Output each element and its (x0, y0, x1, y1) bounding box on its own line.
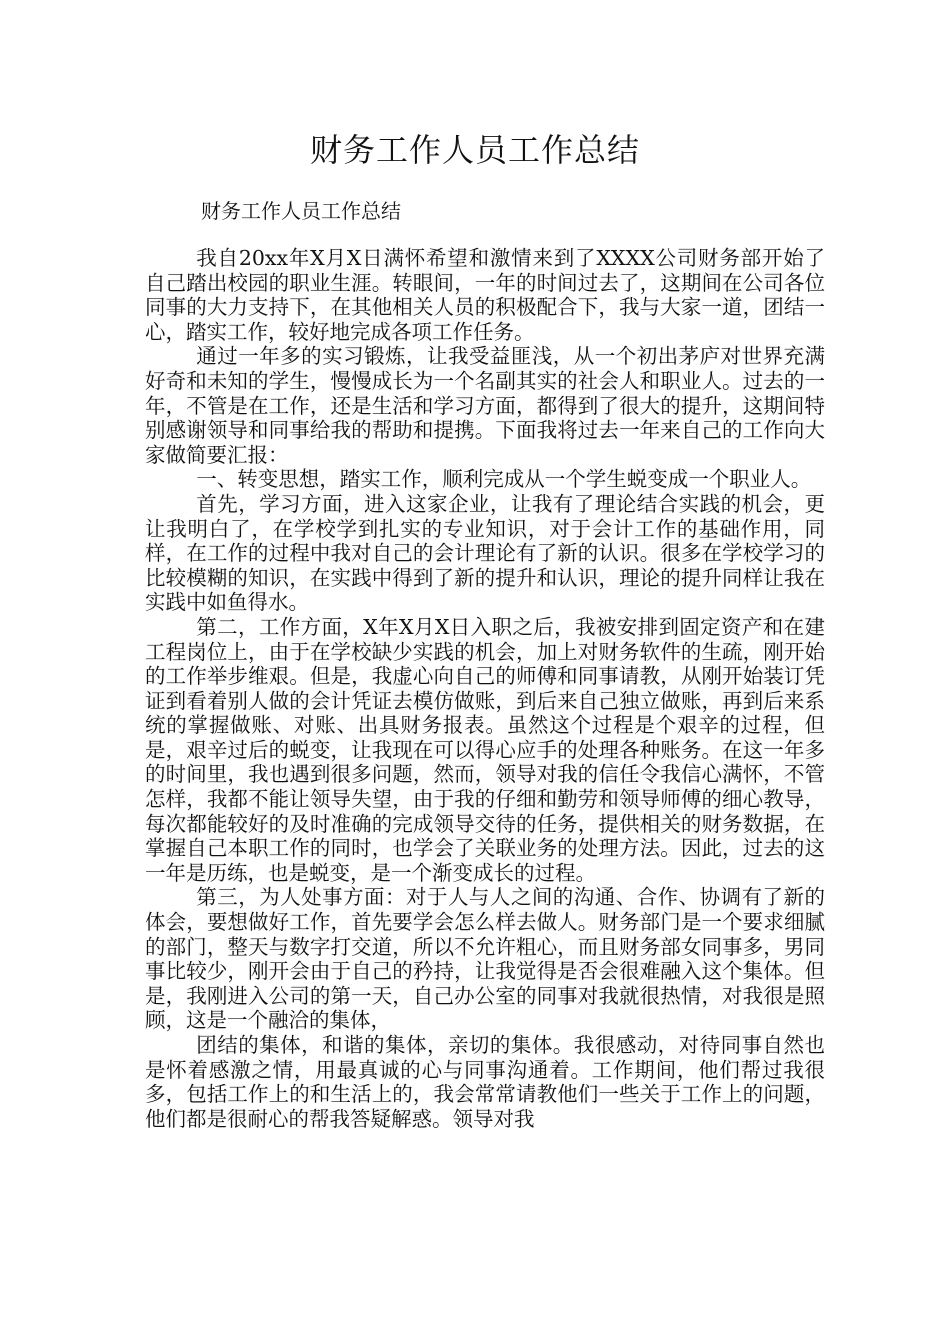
paragraph: 通过一年多的实习锻炼，让我受益匪浅，从一个初出茅庐对世界充满好奇和未知的学生，慢慢成长为一个名副其实的社会人和职业人。过去的一年，不管是在工作，还是生活和学习方面，都得到了很大的提升，这期间特别感谢领导和同事给我的帮助和提携。下面我将过去一年来自己的工作向大家做简要汇报： (145, 344, 825, 467)
paragraph: 首先，学习方面，进入这家企业，让我有了理论结合实践的机会，更让我明白了，在学校学到扎实的专业知识，对于会计工作的基础作用，同样，在工作的过程中我对自己的会计理论有了新的认识。很多在学校学习的比较模糊的知识，在实践中得到了新的提升和认识，理论的提升同样让我在实践中如鱼得水。 (145, 491, 825, 615)
paragraph: 第三，为人处事方面：对于人与人之间的沟通、合作、协调有了新的体会，要想做好工作，首先要学会怎么样去做人。财务部门是一个要求细腻的部门，整天与数字打交道，所以不允许粗心，而且财务部女同事多，男同事比较少，刚开会由于自己的矜持，让我觉得是否会很难融入这个集体。但是，我刚进入公司的第一天，自己办公室的同事对我就很热情，对我很是照顾，这是一个融洽的集体， (145, 885, 825, 1033)
section-heading: 一、转变思想，踏实工作，顺利完成从一个学生蜕变成一个职业人。 (196, 467, 812, 492)
document-subtitle: 财务工作人员工作总结 (201, 199, 401, 223)
paragraph: 我自20xx年X月X日满怀希望和激情来到了XXXX公司财务部开始了自己踏出校园的职业生涯。转眼间，一年的时间过去了，这期间在公司各位同事的大力支持下，在其他相关人员的积极配合下，我与大家一道，团结一心，踏实工作，较好地完成各项工作任务。 (145, 246, 825, 344)
paragraph: 第二，工作方面，X年X月X日入职之后，我被安排到固定资产和在建工程岗位上，由于在学校缺少实践的机会，加上对财务软件的生疏，刚开始的工作举步维艰。但是，我虚心向自己的师傅和同事请教，从刚开始装订凭证到看着别人做的会计凭证去模仿做账，到后来自己独立做账，再到后来系统的掌握做账、对账、出具财务报表。虽然这个过程是个艰辛的过程，但是，艰辛过后的蜕变，让我现在可以得心应手的处理各种账务。在这一年多的时间里，我也遇到很多问题，然而，领导对我的信任令我信心满怀，不管怎样，我都不能让领导失望，由于我的仔细和勤劳和领导师傅的细心教导，每次都能较好的及时准确的完成领导交待的任务，提供相关的财务数据，在掌握自己本职工作的同时，也学会了关联业务的处理方法。因此，过去的这一年是历练，也是蜕变，是一个渐变成长的过程。 (145, 614, 825, 885)
document-body (145, 246, 825, 1131)
document-title: 财务工作人员工作总结 (309, 131, 640, 169)
paragraph: 团结的集体，和谐的集体，亲切的集体。我很感动，对待同事自然也是怀着感激之情，用最真诚的心与同事沟通着。工作期间，他们帮过我很多，包括工作上的和生活上的，我会常常请教他们一些关于工作上的问题，他们都是很耐心的帮我答疑解惑。领导对我 (145, 1033, 825, 1131)
